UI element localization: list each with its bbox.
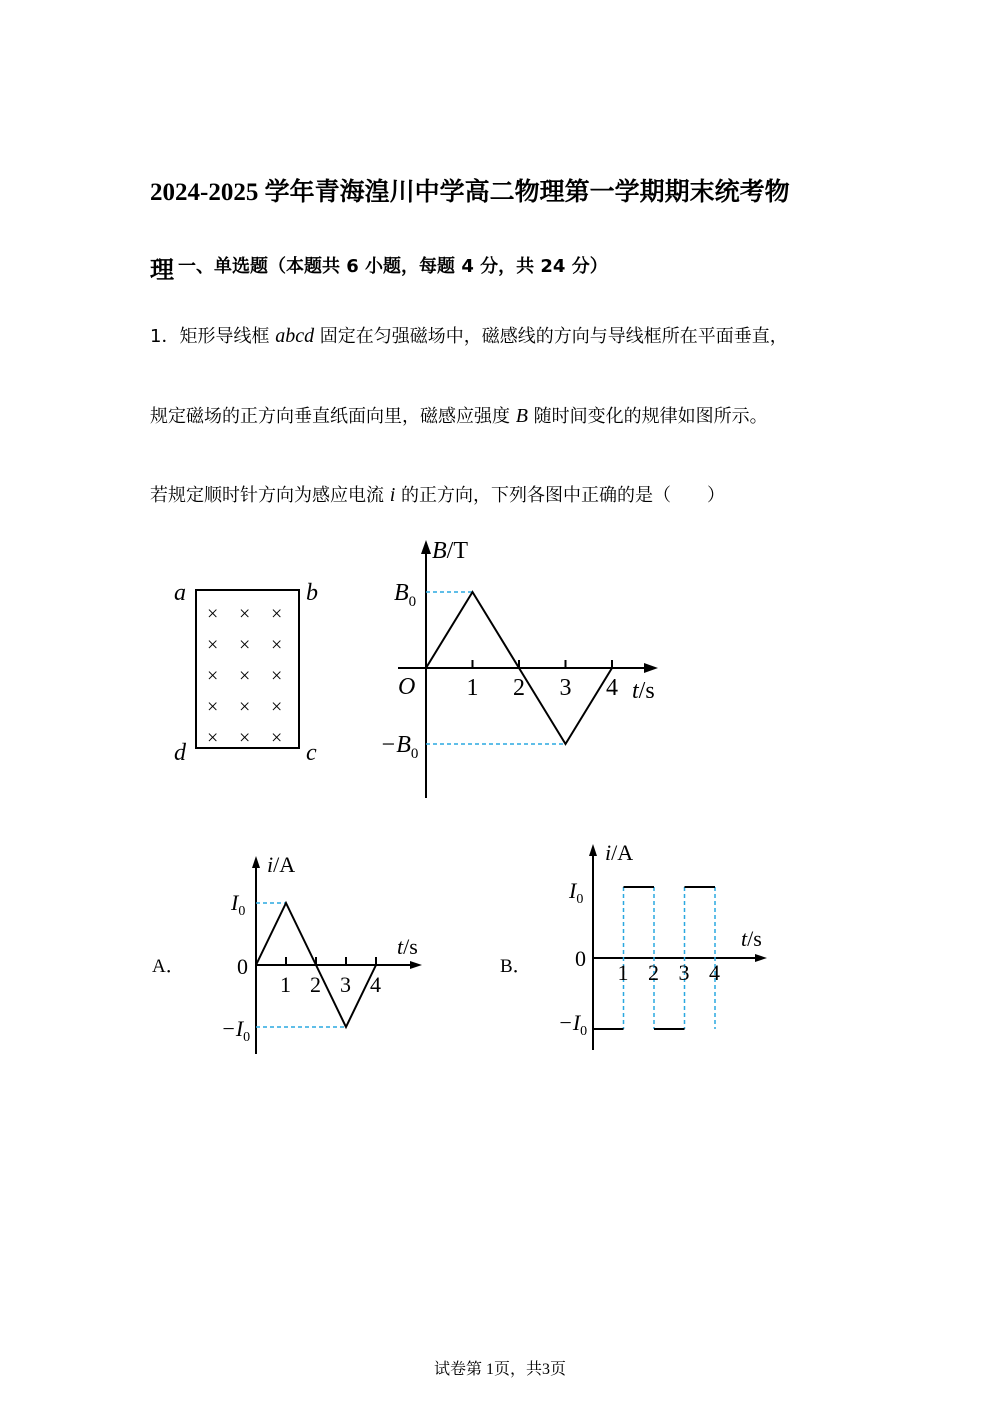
i-variable: i — [389, 484, 396, 506]
frame-figure — [160, 570, 340, 770]
field-cross-mark: × — [271, 634, 283, 656]
y-axis-label: B/T — [432, 538, 468, 564]
pos-level-label: $I_0$ — [569, 878, 584, 907]
field-cross-mark: × — [207, 696, 219, 718]
x-tick-label: 2 — [310, 972, 321, 997]
section-heading: 一、单选题（本题共 6 小题，每题 4 分，共 24 分） — [178, 256, 608, 277]
frame-variable: abcd — [275, 325, 315, 347]
field-cross-mark: × — [207, 603, 219, 625]
corner-c: c — [306, 740, 317, 766]
page-footer: 试卷第 1页，共3页 — [433, 1361, 566, 1378]
x-axis-arrow — [644, 663, 658, 673]
x-tick-label: 4 — [370, 972, 381, 997]
pos-level-label: $I_0$ — [231, 890, 246, 919]
corner-b: b — [306, 580, 318, 606]
field-cross-mark: × — [239, 634, 251, 656]
neg-level-label: $-I_0$ — [558, 1010, 588, 1039]
field-cross-mark: × — [239, 665, 251, 687]
y-axis-arrow — [421, 540, 431, 554]
x-tick-label: 4 — [606, 675, 618, 701]
origin-label: O — [398, 674, 416, 700]
x-axis-label: t/s — [397, 934, 418, 959]
x-tick-label: 3 — [678, 960, 690, 985]
x-ticks — [618, 960, 721, 985]
option-b-graph[interactable] — [555, 838, 785, 1053]
field-cross-mark: × — [271, 665, 283, 687]
origin-label: 0 — [237, 954, 248, 979]
x-tick-label: 1 — [466, 675, 479, 701]
page-title-continued: 理 — [150, 256, 174, 284]
question-line-3: 若规定顺时针方向为感应电流 i 的正方向，下列各图中正确的是（ ） — [150, 484, 726, 506]
question-line-2: 规定磁场的正方向垂直纸面向里，磁感应强度 B 随时间变化的规律如图所示。 — [150, 405, 768, 427]
y-axis-label: i/A — [267, 852, 296, 877]
field-cross-mark: × — [239, 603, 251, 625]
pos-level-label: $B_0$ — [394, 580, 417, 610]
x-tick-label: 3 — [340, 972, 351, 997]
b-t-graph — [370, 530, 680, 805]
field-cross-mark: × — [207, 634, 219, 656]
x-axis-arrow — [410, 961, 422, 969]
b-variable: B — [515, 405, 528, 427]
page-title: 2024-2025 学年青海湟川中学高二物理第一学期期末统考物 — [150, 179, 790, 206]
field-cross-mark: × — [271, 727, 283, 749]
field-cross-mark: × — [207, 665, 219, 687]
y-axis-label: i/A — [605, 840, 634, 865]
field-cross-mark: × — [239, 696, 251, 718]
x-tick-label: 2 — [513, 675, 525, 701]
x-tick-label: 1 — [617, 960, 629, 985]
field-marks — [207, 603, 282, 749]
question-line-1: 1．矩形导线框 abcd 固定在匀强磁场中，磁感线的方向与导线框所在平面垂直， — [150, 325, 788, 347]
option-b-label[interactable]: B． — [500, 956, 532, 977]
x-tick-label: 2 — [648, 960, 659, 985]
x-axis-arrow — [755, 954, 767, 962]
option-a-graph[interactable] — [215, 850, 445, 1060]
y-axis-arrow — [252, 856, 260, 868]
question-number: 1． — [150, 326, 180, 347]
x-tick-label: 3 — [559, 675, 572, 701]
neg-level-label: $-I_0$ — [221, 1016, 251, 1045]
corner-a: a — [174, 580, 186, 606]
x-axis-label: t/s — [632, 678, 655, 704]
x-tick-label: 4 — [709, 960, 720, 985]
field-cross-mark: × — [239, 727, 251, 749]
x-tick-label: 1 — [280, 972, 291, 997]
x-axis-label: t/s — [741, 926, 762, 951]
origin-label: 0 — [575, 946, 586, 971]
corner-d: d — [174, 740, 186, 766]
y-axis-arrow — [589, 844, 597, 856]
field-cross-mark: × — [271, 696, 283, 718]
option-a-label[interactable]: A． — [152, 956, 185, 977]
field-cross-mark: × — [207, 727, 219, 749]
neg-level-label: $-B_0$ — [380, 732, 419, 762]
field-cross-mark: × — [271, 603, 283, 625]
x-ticks — [280, 957, 381, 997]
